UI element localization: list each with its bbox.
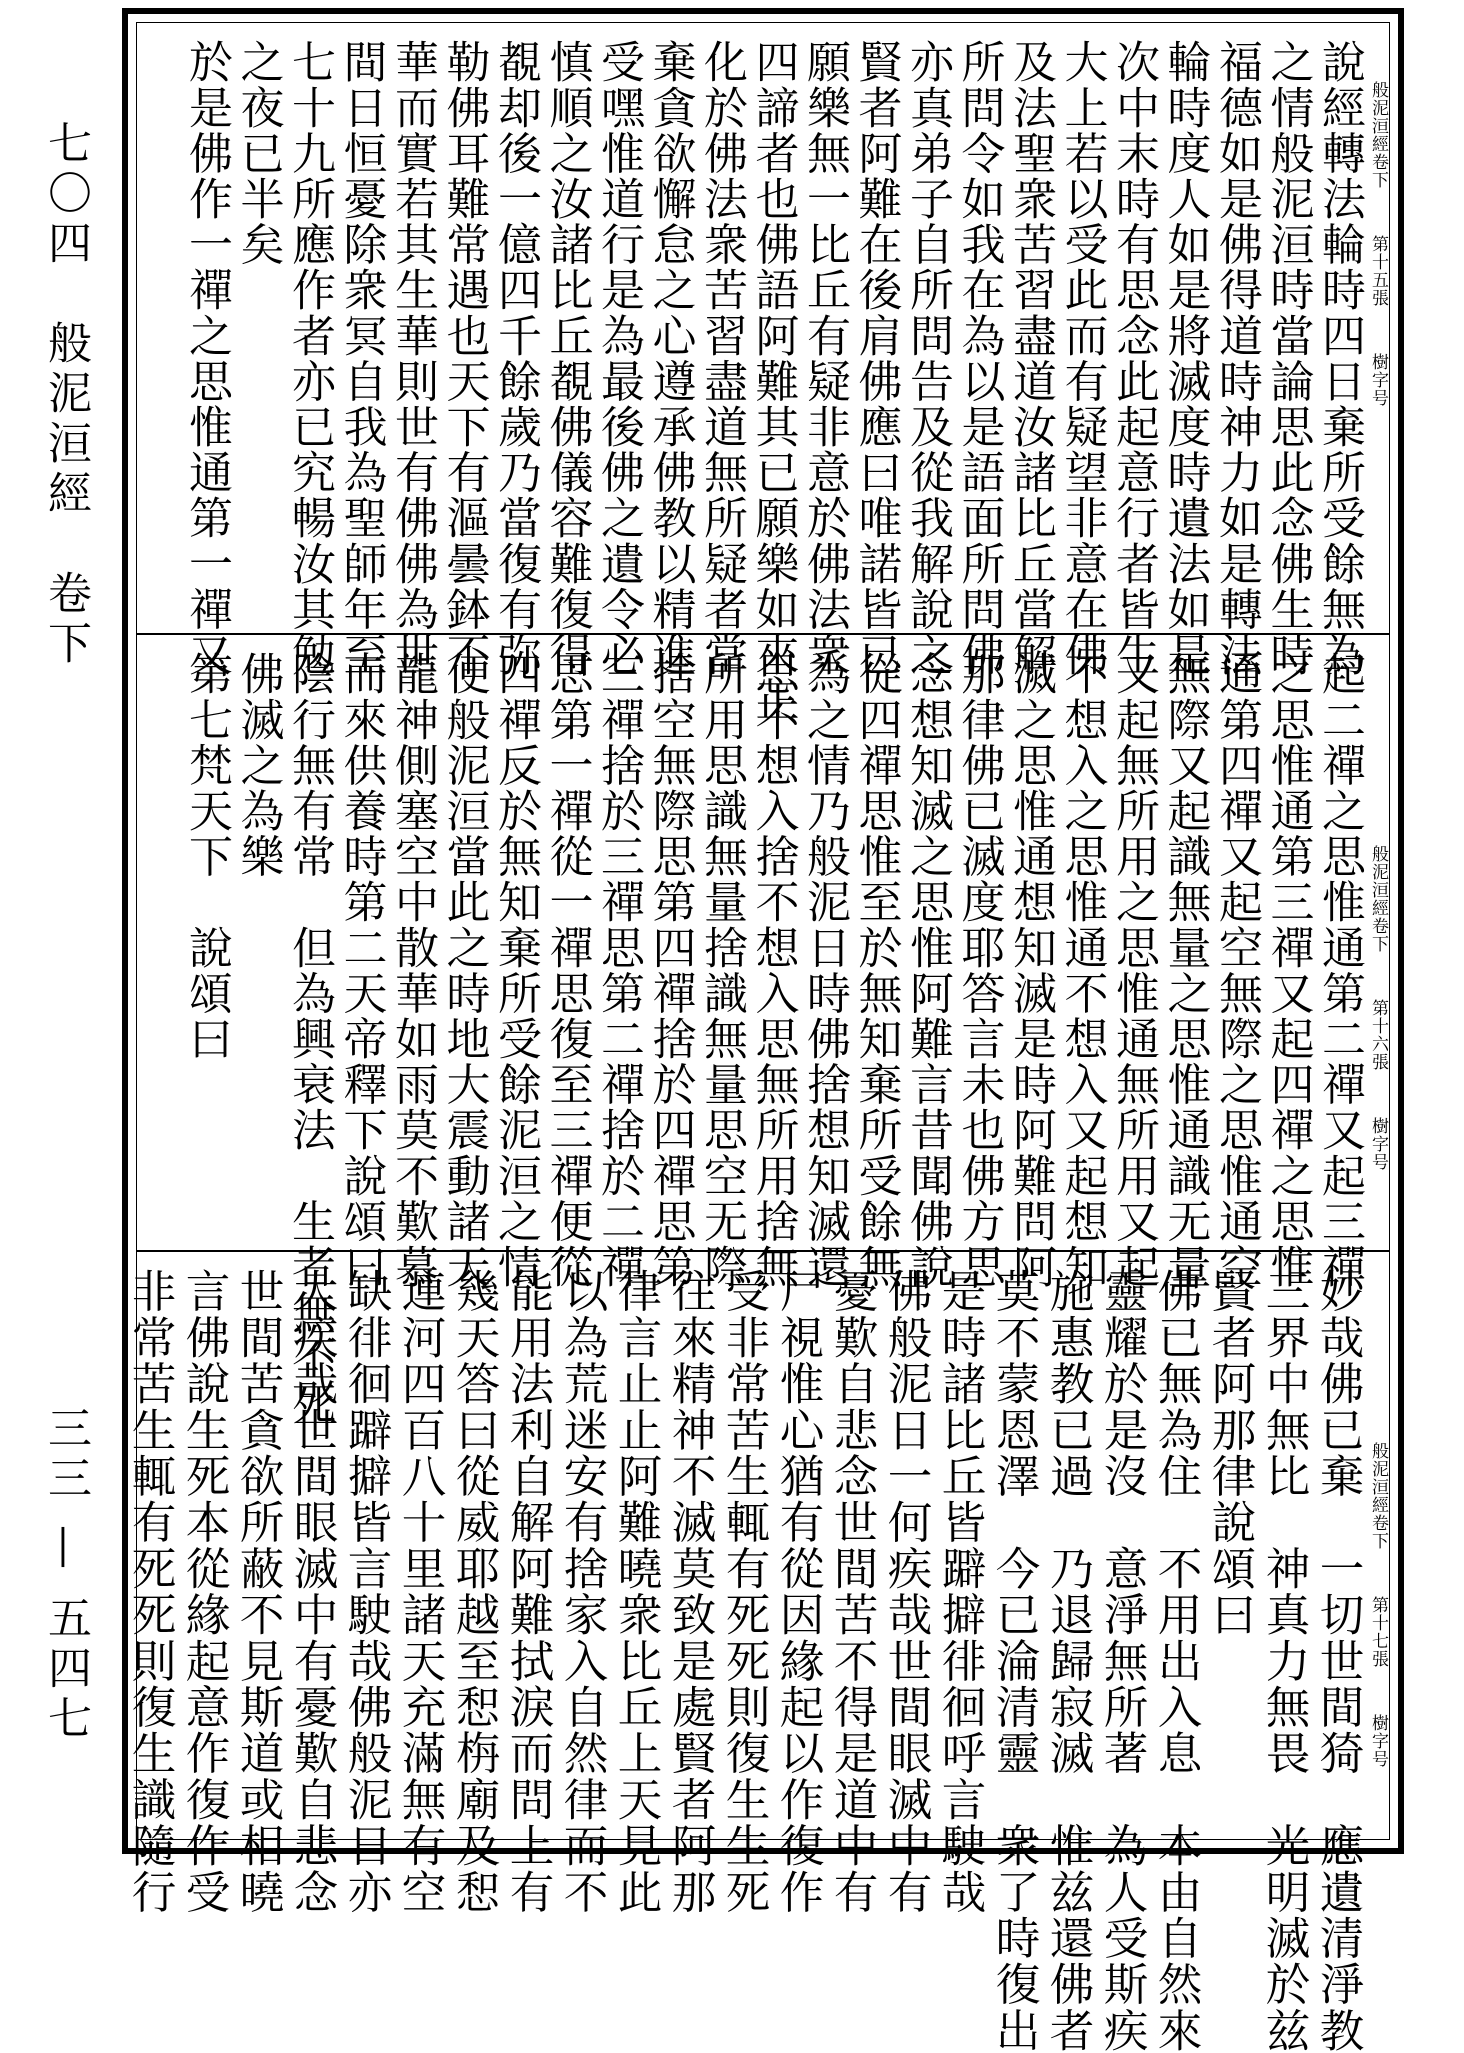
text-line: 之夜已半矣 (232, 39, 284, 267)
text-line: 大疾哉世間眼滅中有憂歎自悲念 (286, 1268, 338, 1915)
text-line: 通第四禪又起空無際之思惟通空 (1211, 651, 1262, 1290)
text-line: 捨空無際思第四禪捨於四禪思第 (644, 651, 696, 1290)
text-line: 福德如是佛得道時神力如是轉法 (1211, 39, 1262, 678)
text-line: 三界中無比 神真力無畏 光明滅於兹 (1258, 1268, 1310, 2053)
text-line: 之思惟通第三禪又起四禪之思惟 (1262, 651, 1314, 1290)
text-line: 之情般泥洹時當論思此念佛生時 (1262, 39, 1314, 678)
panel-3-caption (1367, 1442, 1389, 1768)
panel-3 (124, 1250, 1389, 2053)
text-line: 念想知滅之思惟阿難言昔聞佛說 (902, 651, 953, 1290)
text-line: 施惠教已過 乃退歸寂滅 惟兹還佛者 (1042, 1268, 1094, 2053)
text-line: 缺徘徊躃擗皆言駛哉佛般泥日亦 (340, 1268, 392, 1915)
text-line: 輪時度人如是將滅度時遺法如是 (1159, 39, 1211, 678)
text-line: 所用思識無量捨識無量思空无際 (696, 651, 747, 1290)
panel-2-caption (1367, 845, 1389, 1171)
text-line: 勒佛耳難常遇也天下有漚曇鉢不 (438, 39, 490, 678)
text-line: 三禪捨於三禪思第二禪捨於二禪 (593, 651, 644, 1290)
panel-1 (137, 23, 1389, 723)
text-line: 能用法利自解阿難拭淚而問上有 (502, 1268, 554, 1915)
panel-3-caption-mark: 樹字号 (1368, 1714, 1388, 1768)
text-line: 律言止止阿難曉衆比丘上天見此 (610, 1268, 662, 1915)
margin-bottom-page-number: 三三 — 五四七 (40, 1405, 91, 1745)
text-line: 所問令如我在為以是語面所問佛 (953, 39, 1005, 678)
text-line: 亦真弟子自所問告及從我解說之 (902, 39, 953, 678)
panel-1-caption-title: 般泥洹經卷下 (1368, 81, 1388, 189)
text-line: 往來精神不滅莫致是處賢者阿那 (664, 1268, 716, 1915)
text-line: 華而實若其生華則世有佛佛為世 (387, 39, 438, 678)
text-line: 七十九所應作者亦已究暢汝其勉 (284, 39, 335, 678)
text-line: 次中末時有思念此起意行者皆生 (1108, 39, 1159, 678)
text-line: 憂歎自悲念世間苦不得是道中有 (826, 1268, 878, 1915)
text-line: 陰行無有常 但為興衰法 生者無不死 (284, 651, 335, 1427)
text-line: 佛已無為住 不用出入息 本由自然來 (1150, 1268, 1202, 2053)
text-line: 佛般泥日一何疾哉世間眼滅中有 (880, 1268, 932, 1915)
margin-top-text: 七〇四 般泥洹經 卷下 (40, 120, 91, 670)
page-frame-inner (124, 22, 1390, 2053)
panel-1-caption (1367, 81, 1389, 407)
text-line: 受嘿惟道行是為最後佛之遺令必 (593, 39, 644, 678)
panel-2-caption-title: 般泥洹經卷下 (1368, 845, 1388, 953)
text-line: 於是佛作一禪之思惟通第一禪又 (181, 39, 232, 678)
text-line: 起二禪之思惟通第二禪又起三禪 (1314, 651, 1365, 1290)
panel-2-caption-page: 第十六張 (1368, 999, 1388, 1071)
text-line: 世間苦貪欲所蔽不見斯道或相曉 (232, 1268, 284, 1915)
text-line: 幾天答曰從威耶越至惒栴廟及惒 (448, 1268, 500, 1915)
text-line: 佛滅之為樂 (232, 651, 284, 879)
text-line: 靈耀於是沒 意淨無所著 為人受斯疾 (1096, 1268, 1148, 2053)
text-line: 那律佛已滅度耶答言未也佛方思 (953, 651, 1005, 1290)
text-line: 不想入之思惟通不想入又起想知 (1056, 651, 1108, 1290)
text-line: 覩却後一億四千餘歲乃當復有弥 (490, 39, 541, 678)
text-line: 妙哉佛已棄 一切世間猗 應遺清淨教 (1312, 1268, 1364, 2053)
text-line: 第七梵天下 說頌曰 (181, 651, 232, 1062)
text-line: 便般泥洹當此之時地大震動諸天 (438, 651, 490, 1290)
text-line: 是時諸比丘皆躃擗徘徊呼言駛哉 (934, 1268, 986, 1915)
text-line: 賢者阿難在後肩佛應曰唯諾皆已 (850, 39, 902, 678)
text-line: 間日恒憂除衆冥自我為聖師年至 (335, 39, 387, 678)
text-line: 從四禪思惟至於無知棄所受餘無 (850, 651, 902, 1290)
text-line: 言佛說生死本從緣起意作復作受 (178, 1268, 230, 1915)
panel-1-text (151, 39, 1365, 723)
text-line: 以為荒迷安有捨家入自然律而不 (556, 1268, 608, 1915)
panel-2-caption-mark: 樹字号 (1368, 1117, 1388, 1171)
panel-1-caption-page: 第十五張 (1368, 235, 1388, 307)
text-line: 龍神側塞空中散華如雨莫不歎慕 (387, 651, 438, 1290)
text-line: 大上若以受此而有疑望非意在佛 (1056, 39, 1108, 678)
text-line: 又起無所用之思惟通無所用又起 (1108, 651, 1159, 1290)
panel-2 (137, 633, 1389, 1427)
panel-3-text (124, 1268, 1365, 2053)
text-line: 賢者阿那律說頌曰 (1204, 1268, 1256, 1638)
text-line: 四諦者也佛語阿難其已願樂如來正 (747, 39, 799, 723)
text-line: 無際又起識無量之思惟通識无量 (1159, 651, 1211, 1290)
page-frame (122, 8, 1404, 2053)
text-line: 思不想入捨不想入思無所用捨無 (747, 651, 799, 1290)
text-line: 化於佛法衆苦習盡道無所疑者當 (696, 39, 747, 678)
text-line: 棄貪欲懈怠之心遵承佛教以精進 (644, 39, 696, 678)
text-line: 而來供養時第二天帝釋下說頌曰 (335, 651, 387, 1290)
text-line: 思第一禪從一禪思復至三禪便從 (541, 651, 593, 1290)
text-line: 滅之思惟通想知滅是時阿難問阿 (1005, 651, 1056, 1290)
panel-3-caption-title: 般泥洹經卷下 (1368, 1442, 1388, 1550)
text-line: 及法聖衆苦習盡道汝諸比丘當解 (1005, 39, 1056, 678)
text-line: 慎順之汝諸比丘覩佛儀容難復得 (541, 39, 593, 678)
text-line: 受非常苦生輒有死死則復生生死 (718, 1268, 770, 1915)
text-line: 非常苦生輒有死死則復生識隨行 (124, 1268, 176, 1915)
panel-1-caption-mark: 樹字号 (1368, 353, 1388, 407)
text-line: 四禪反於無知棄所受餘泥洹之情 (490, 651, 541, 1290)
text-line: 連河四百八十里諸天充滿無有空 (394, 1268, 446, 1915)
text-line: 願樂無一比丘有疑非意於佛法衆 (799, 39, 850, 678)
text-line: 說經轉法輪時四日棄所受餘無為 (1314, 39, 1365, 678)
text-line: 尸視惟心猶有從因緣起以作復作 (772, 1268, 824, 1915)
text-line: 為之情乃般泥日時佛捨想知滅還 (799, 651, 850, 1290)
panel-2-text (151, 651, 1365, 1427)
panel-3-caption-page: 第十七張 (1368, 1596, 1388, 1668)
text-line: 莫不蒙恩澤 今已淪清靈 衆了時復出 (988, 1268, 1040, 2053)
